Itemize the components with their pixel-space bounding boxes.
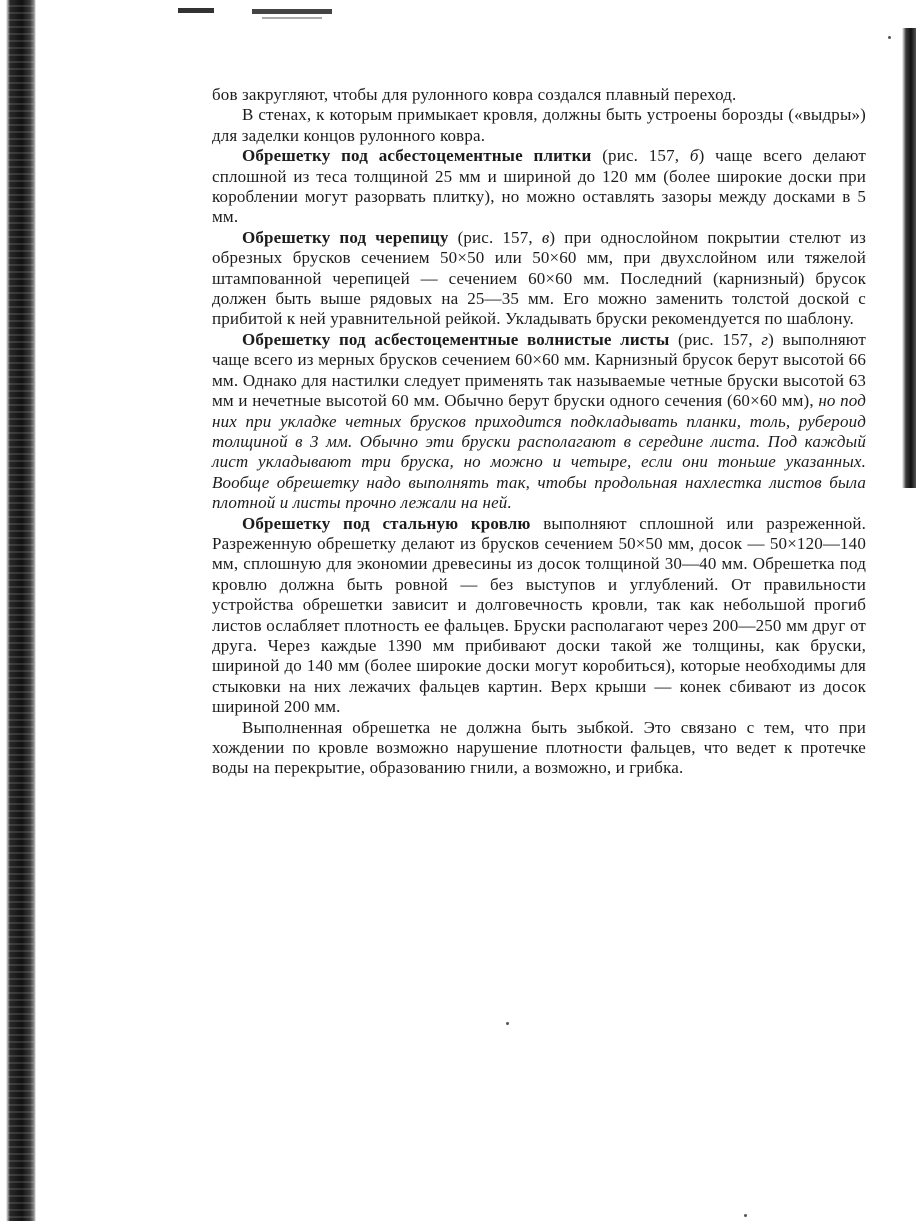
paragraph-text: Выполненная обрешетка не должна быть зыбкой. Это связано с тем, что при хождении по кровле возможно нарушение плотности фальцев, что ведет к протечке воды на перекрытие, образованию гнили, а возможно, и грибка. [212,717,866,778]
paragraph-text: (рис. 157, [591,146,690,166]
page-edge-shadow [902,28,916,488]
paragraph-text: ) чаще всего делают сплошной из теса толщиной 25 мм и шириной до 120 мм (более широкие доски при короблении могут разорвать плитку), но можно оставлять зазоры между досками в 5 мм. [212,146,866,227]
paragraph-text: (рис. 157, [448,227,542,247]
paragraph-text: ) выполняют чаще всего из мерных брусков сечением 60×60 мм. Карнизный брусок берут высотой 66 мм. Однако для настилки следует применять так называемые четные бруски высотой 63 мм и нечетные высотой 60 мм. Обычно берут бруски одного сечения (60×60 мм), [212,329,866,411]
paragraph [212,718,866,779]
paragraph [212,85,866,105]
paragraph [212,146,866,228]
paragraph [212,514,866,718]
body-text [212,85,866,779]
paragraph [212,228,866,330]
paragraph-heading: Обрешетку под черепицу [242,227,449,247]
paragraph-text: г [761,329,769,349]
scan-speck [888,36,891,39]
scan-smudge [262,17,322,19]
scan-smudge [178,8,214,13]
paragraph-text: (рис. 157, [669,329,762,349]
paragraph [212,105,866,146]
scan-speck [744,1214,747,1217]
book-binding-shadow [0,0,36,1221]
paragraph-text: в [541,227,550,247]
paragraph-heading: Обрешетку под стальную кровлю [242,513,531,533]
paragraph-text: В стенах, к которым примыкает кровля, должны быть устроены борозды («выдры») для заделки концов рулонного ковра. [212,105,866,145]
paragraph [212,330,866,514]
paragraph-text: ) при однослойном покрытии стелют из обрезных брусков сечением 50×50 или 50×60 мм, при двухслойном или тяжелой штампованной черепицей — сечением 60×60 мм. Последний (карнизный) брусок должен быть выше рядовых на 25—35 мм. Его можно заменить толстой доской с прибитой к ней уравнительной рейкой. Укладывать бруски рекомендуется по шаблону. [212,227,867,329]
paragraph-heading: Обрешетку под асбестоцементные волнистые листы [242,329,670,349]
paragraph-heading: Обрешетку под асбестоцементные плитки [242,146,592,166]
paragraph-text: но под них при укладке четных брусков приходится подкладывать планки, толь, рубероид толщиной в 3 мм. Обычно эти бруски располагают в середине листа. Под каждый лист укладывают три бруска, но можно и четыре, если они тоньше указанных. Вообще обрешетку надо выполнять так, чтобы продольная нахлестка листов была плотной и листы прочно лежали на ней. [212,391,866,513]
paragraph-text: бов закругляют, чтобы для рулонного ковра создался плавный переход. [212,85,737,104]
scan-smudge [252,9,332,14]
scan-speck [506,1022,509,1025]
paragraph-text: выполняют сплошной или разреженной. Разреженную обрешетку делают из брусков сечением 50×50 мм, досок — 50×120—140 мм, сплошную для экономии древесины из досок толщиной 30—40 мм. Обрешетка под кровлю должна быть ровной — без выступов и углублений. От правильности устройства обрешетки зависит и долговечность кровли, так как небольшой прогиб листов ослабляет плотность ее фальцев. Бруски располагают через 200—250 мм друг от друга. Через каждые 1390 мм прибивают доски такой же толщины, как бруски, шириной до 140 мм (более широкие доски могут коробиться), которые необходимы для стыковки на них лежачих фальцев картин. Верх крыши — конек сбивают из досок шириной 200 мм. [212,513,866,717]
paragraph-text: б [689,146,699,166]
